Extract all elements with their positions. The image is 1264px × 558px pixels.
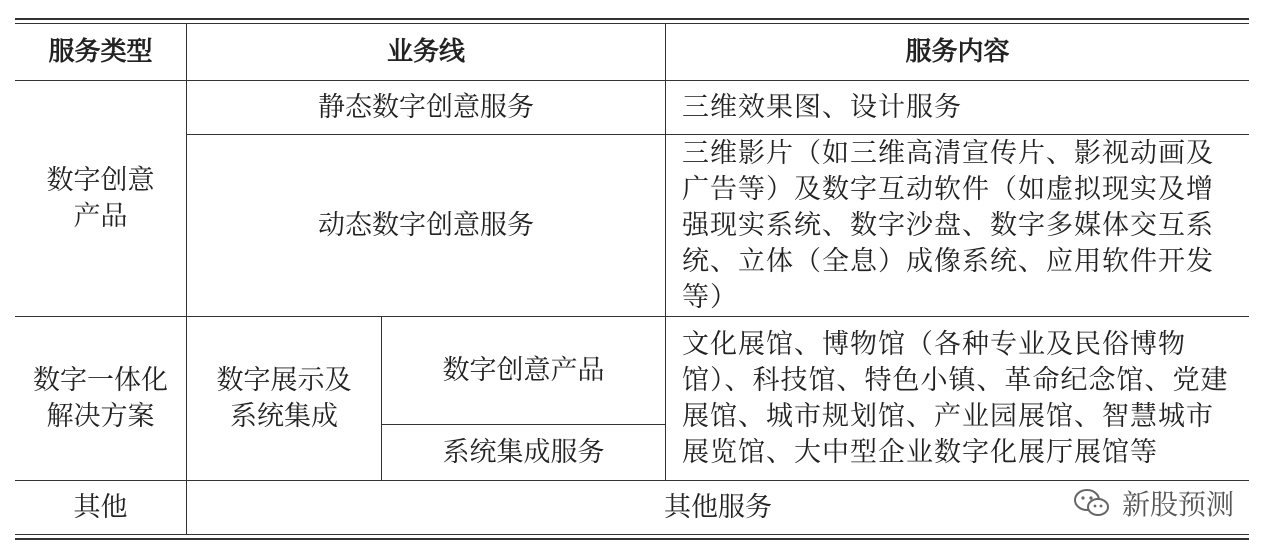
type-other: 其他 [73, 491, 128, 523]
watermark-text: 新股预测 [1121, 488, 1234, 521]
header-service-content: 服务内容 [905, 37, 1010, 67]
header-business-line: 业务线 [386, 37, 465, 67]
type-integration: 数字一体化 解决方案 [33, 364, 168, 432]
type-creative-product: 数字创意 产品 [46, 164, 155, 232]
watermark [1072, 483, 1234, 523]
table-top-border [15, 18, 1249, 20]
wechat-icon [1072, 486, 1112, 520]
content-dynamic-creative: 三维影片（如三维高清宣传片、影视动画及 广告等）及数字互动软件（如虚拟现实及增 强现实系统、数字沙盘、数字多媒体交互系 统、立体（全息）成像系统、应用软件开发 等） [682, 137, 1214, 313]
line-dynamic-creative: 动态数字创意服务 [318, 209, 534, 241]
subline-integration-service: 系统集成服务 [442, 436, 605, 468]
header-service-type: 服务类型 [48, 37, 153, 67]
line-display-integration: 数字展示及 系统集成 [216, 364, 352, 432]
content-other: 其他服务 [664, 491, 772, 523]
content-static-creative: 三维效果图、设计服务 [682, 91, 962, 123]
table-bottom-border-inner [15, 534, 1249, 535]
content-integration: 文化展馆、博物馆（各种专业及民俗博物 馆）、科技馆、特色小镇、革命纪念馆、党建 展馆、城市规划馆、产业园展馆、智慧城市 展览馆、大中型企业数字化展厅展馆等 [682, 328, 1229, 468]
line-static-creative: 静态数字创意服务 [318, 91, 534, 123]
table-bottom-border [15, 538, 1249, 540]
subline-creative-product: 数字创意产品 [442, 354, 605, 386]
